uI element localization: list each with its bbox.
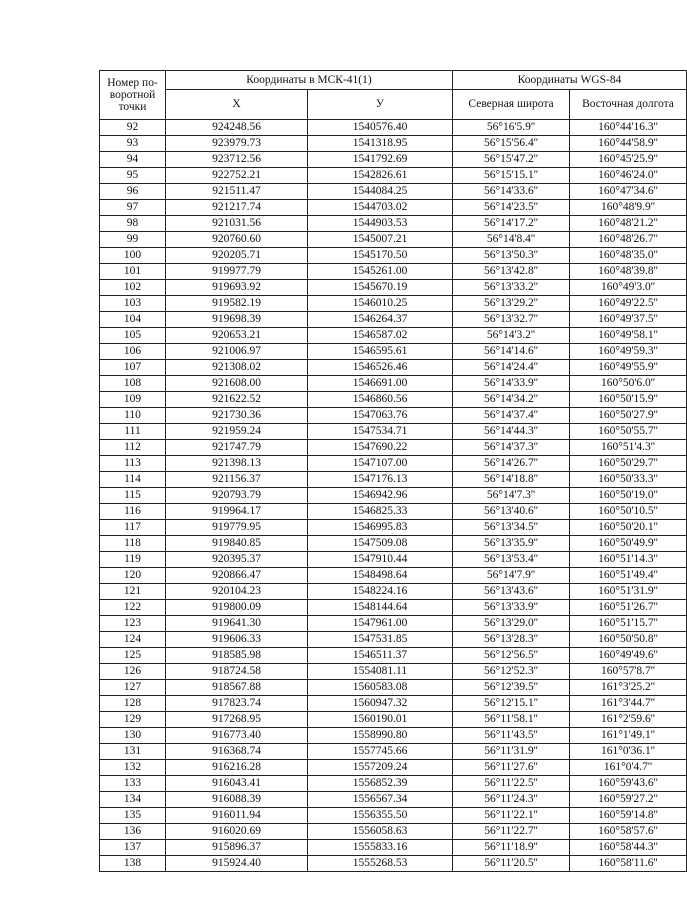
table-row [100, 440, 687, 456]
point-number-cell: 117 [100, 520, 166, 536]
table-row [100, 552, 687, 568]
latitude-cell: 56°11'43.5'' [453, 728, 570, 744]
table-row [100, 472, 687, 488]
longitude-cell: 160°49'37.5'' [570, 312, 687, 328]
y-cell: 1546691.00 [308, 376, 453, 392]
table-row [100, 680, 687, 696]
latitude-cell: 56°13'28.3'' [453, 632, 570, 648]
latitude-cell: 56°13'53.4'' [453, 552, 570, 568]
x-cell: 918724.58 [166, 664, 308, 680]
table-row [100, 152, 687, 168]
x-cell: 919977.79 [166, 264, 308, 280]
x-cell: 923712.56 [166, 152, 308, 168]
latitude-cell: 56°13'35.9'' [453, 536, 570, 552]
y-cell: 1547063.76 [308, 408, 453, 424]
point-number-cell: 98 [100, 216, 166, 232]
y-cell: 1546825.33 [308, 504, 453, 520]
point-number-cell: 111 [100, 424, 166, 440]
y-cell: 1560190.01 [308, 712, 453, 728]
longitude-cell: 160°57'8.7'' [570, 664, 687, 680]
y-cell: 1544084.25 [308, 184, 453, 200]
latitude-cell: 56°15'47.2'' [453, 152, 570, 168]
table-row [100, 312, 687, 328]
latitude-cell: 56°13'40.6'' [453, 504, 570, 520]
longitude-cell: 160°50'50.8'' [570, 632, 687, 648]
x-cell: 919698.39 [166, 312, 308, 328]
longitude-cell: 160°44'16.3'' [570, 120, 687, 136]
table-row [100, 424, 687, 440]
x-cell: 921308.02 [166, 360, 308, 376]
table-body [100, 120, 687, 872]
x-cell: 916043.41 [166, 776, 308, 792]
longitude-cell: 161°1'49.1'' [570, 728, 687, 744]
header-east-longitude: Восточная долгота [570, 90, 687, 120]
table-row [100, 184, 687, 200]
latitude-cell: 56°13'29.2'' [453, 296, 570, 312]
y-cell: 1558990.80 [308, 728, 453, 744]
latitude-cell: 56°14'37.4'' [453, 408, 570, 424]
point-number-cell: 127 [100, 680, 166, 696]
y-cell: 1554081.11 [308, 664, 453, 680]
point-number-cell: 99 [100, 232, 166, 248]
point-number-cell: 126 [100, 664, 166, 680]
point-number-cell: 109 [100, 392, 166, 408]
point-number-cell: 116 [100, 504, 166, 520]
table-row [100, 520, 687, 536]
point-number-cell: 103 [100, 296, 166, 312]
y-cell: 1546010.25 [308, 296, 453, 312]
y-cell: 1547531.85 [308, 632, 453, 648]
point-number-cell: 121 [100, 584, 166, 600]
latitude-cell: 56°12'15.1'' [453, 696, 570, 712]
table-row [100, 120, 687, 136]
x-cell: 921622.52 [166, 392, 308, 408]
point-number-cell: 105 [100, 328, 166, 344]
point-number-cell: 108 [100, 376, 166, 392]
table-row [100, 296, 687, 312]
y-cell: 1546995.83 [308, 520, 453, 536]
header-x: X [166, 90, 308, 120]
longitude-cell: 160°51'14.3'' [570, 552, 687, 568]
latitude-cell: 56°14'7.3'' [453, 488, 570, 504]
y-cell: 1548224.16 [308, 584, 453, 600]
x-cell: 920760.60 [166, 232, 308, 248]
y-cell: 1557745.66 [308, 744, 453, 760]
x-cell: 916216.28 [166, 760, 308, 776]
y-cell: 1546942.96 [308, 488, 453, 504]
latitude-cell: 56°11'22.5'' [453, 776, 570, 792]
point-number-cell: 129 [100, 712, 166, 728]
latitude-cell: 56°14'34.2'' [453, 392, 570, 408]
header-y: У [308, 90, 453, 120]
x-cell: 921730.36 [166, 408, 308, 424]
table-row [100, 344, 687, 360]
table-row [100, 232, 687, 248]
table-row [100, 504, 687, 520]
point-number-cell: 118 [100, 536, 166, 552]
latitude-cell: 56°13'50.3'' [453, 248, 570, 264]
longitude-cell: 160°49'49.6'' [570, 648, 687, 664]
longitude-cell: 160°50'15.9'' [570, 392, 687, 408]
table-row [100, 328, 687, 344]
longitude-cell: 160°44'58.9'' [570, 136, 687, 152]
y-cell: 1546511.37 [308, 648, 453, 664]
latitude-cell: 56°11'27.6'' [453, 760, 570, 776]
latitude-cell: 56°13'33.2'' [453, 280, 570, 296]
x-cell: 919964.17 [166, 504, 308, 520]
x-cell: 919840.85 [166, 536, 308, 552]
latitude-cell: 56°11'58.1'' [453, 712, 570, 728]
longitude-cell: 160°58'57.6'' [570, 824, 687, 840]
table-row [100, 616, 687, 632]
x-cell: 921006.97 [166, 344, 308, 360]
point-number-cell: 132 [100, 760, 166, 776]
point-number-cell: 107 [100, 360, 166, 376]
table-row [100, 360, 687, 376]
point-number-cell: 128 [100, 696, 166, 712]
y-cell: 1541318.95 [308, 136, 453, 152]
table-row [100, 792, 687, 808]
latitude-cell: 56°15'15.1'' [453, 168, 570, 184]
x-cell: 923979.73 [166, 136, 308, 152]
longitude-cell: 160°51'4.3'' [570, 440, 687, 456]
x-cell: 921031.56 [166, 216, 308, 232]
y-cell: 1547910.44 [308, 552, 453, 568]
y-cell: 1546587.02 [308, 328, 453, 344]
table-row [100, 696, 687, 712]
table-row [100, 248, 687, 264]
point-number-cell: 93 [100, 136, 166, 152]
x-cell: 919800.09 [166, 600, 308, 616]
x-cell: 921511.47 [166, 184, 308, 200]
y-cell: 1546264.37 [308, 312, 453, 328]
point-number-cell: 104 [100, 312, 166, 328]
longitude-cell: 160°46'24.0'' [570, 168, 687, 184]
y-cell: 1560583.08 [308, 680, 453, 696]
y-cell: 1548498.64 [308, 568, 453, 584]
y-cell: 1560947.32 [308, 696, 453, 712]
longitude-cell: 160°50'27.9'' [570, 408, 687, 424]
table-row [100, 136, 687, 152]
longitude-cell: 160°49'3.0'' [570, 280, 687, 296]
x-cell: 919606.33 [166, 632, 308, 648]
x-cell: 917823.74 [166, 696, 308, 712]
y-cell: 1555833.16 [308, 840, 453, 856]
x-cell: 919641.30 [166, 616, 308, 632]
y-cell: 1545261.00 [308, 264, 453, 280]
y-cell: 1546860.56 [308, 392, 453, 408]
latitude-cell: 56°13'42.8'' [453, 264, 570, 280]
table-row [100, 776, 687, 792]
latitude-cell: 56°13'33.9'' [453, 600, 570, 616]
x-cell: 917268.95 [166, 712, 308, 728]
point-number-cell: 92 [100, 120, 166, 136]
latitude-cell: 56°14'44.3'' [453, 424, 570, 440]
y-cell: 1547176.13 [308, 472, 453, 488]
latitude-cell: 56°12'39.5'' [453, 680, 570, 696]
x-cell: 918585.98 [166, 648, 308, 664]
table-row [100, 808, 687, 824]
table-row [100, 488, 687, 504]
y-cell: 1556355.50 [308, 808, 453, 824]
latitude-cell: 56°16'5.9'' [453, 120, 570, 136]
latitude-cell: 56°14'24.4'' [453, 360, 570, 376]
y-cell: 1556567.34 [308, 792, 453, 808]
point-number-cell: 100 [100, 248, 166, 264]
point-number-cell: 115 [100, 488, 166, 504]
longitude-cell: 160°48'39.8'' [570, 264, 687, 280]
x-cell: 915924.40 [166, 856, 308, 872]
latitude-cell: 56°11'22.7'' [453, 824, 570, 840]
table-row [100, 456, 687, 472]
longitude-cell: 160°48'9.9'' [570, 200, 687, 216]
latitude-cell: 56°14'23.5'' [453, 200, 570, 216]
point-number-cell: 135 [100, 808, 166, 824]
longitude-cell: 160°50'29.7'' [570, 456, 687, 472]
longitude-cell: 160°50'33.3'' [570, 472, 687, 488]
longitude-cell: 160°59'27.2'' [570, 792, 687, 808]
x-cell: 921156.37 [166, 472, 308, 488]
table-row [100, 536, 687, 552]
x-cell: 922752.21 [166, 168, 308, 184]
point-number-cell: 130 [100, 728, 166, 744]
y-cell: 1547961.00 [308, 616, 453, 632]
longitude-cell: 160°45'25.9'' [570, 152, 687, 168]
table-header [100, 71, 687, 120]
point-number-cell: 112 [100, 440, 166, 456]
table-row [100, 280, 687, 296]
y-cell: 1556058.63 [308, 824, 453, 840]
point-number-cell: 122 [100, 600, 166, 616]
point-number-cell: 125 [100, 648, 166, 664]
table-row [100, 584, 687, 600]
point-number-cell: 136 [100, 824, 166, 840]
x-cell: 921217.74 [166, 200, 308, 216]
latitude-cell: 56°12'56.5'' [453, 648, 570, 664]
table-row [100, 392, 687, 408]
y-cell: 1546595.61 [308, 344, 453, 360]
point-number-cell: 110 [100, 408, 166, 424]
latitude-cell: 56°11'22.1'' [453, 808, 570, 824]
longitude-cell: 160°48'26.7'' [570, 232, 687, 248]
x-cell: 915896.37 [166, 840, 308, 856]
x-cell: 919582.19 [166, 296, 308, 312]
x-cell: 918567.88 [166, 680, 308, 696]
latitude-cell: 56°13'29.0'' [453, 616, 570, 632]
longitude-cell: 160°59'43.6'' [570, 776, 687, 792]
x-cell: 920205.71 [166, 248, 308, 264]
longitude-cell: 161°3'25.2'' [570, 680, 687, 696]
table-row [100, 856, 687, 872]
y-cell: 1545170.50 [308, 248, 453, 264]
latitude-cell: 56°13'32.7'' [453, 312, 570, 328]
point-number-cell: 131 [100, 744, 166, 760]
latitude-cell: 56°14'26.7'' [453, 456, 570, 472]
y-cell: 1557209.24 [308, 760, 453, 776]
x-cell: 920866.47 [166, 568, 308, 584]
y-cell: 1547690.22 [308, 440, 453, 456]
longitude-cell: 161°0'4.7'' [570, 760, 687, 776]
latitude-cell: 56°14'17.2'' [453, 216, 570, 232]
y-cell: 1545007.21 [308, 232, 453, 248]
longitude-cell: 160°51'26.7'' [570, 600, 687, 616]
table-row [100, 664, 687, 680]
x-cell: 920793.79 [166, 488, 308, 504]
longitude-cell: 160°58'11.6'' [570, 856, 687, 872]
point-number-cell: 119 [100, 552, 166, 568]
point-number-cell: 133 [100, 776, 166, 792]
longitude-cell: 160°50'10.5'' [570, 504, 687, 520]
latitude-cell: 56°12'52.3'' [453, 664, 570, 680]
point-number-cell: 94 [100, 152, 166, 168]
table-row [100, 600, 687, 616]
longitude-cell: 160°50'20.1'' [570, 520, 687, 536]
table-row [100, 632, 687, 648]
point-number-cell: 120 [100, 568, 166, 584]
point-number-cell: 134 [100, 792, 166, 808]
table-row [100, 568, 687, 584]
y-cell: 1541792.69 [308, 152, 453, 168]
x-cell: 921747.79 [166, 440, 308, 456]
point-number-cell: 102 [100, 280, 166, 296]
longitude-cell: 161°0'36.1'' [570, 744, 687, 760]
point-number-cell: 124 [100, 632, 166, 648]
longitude-cell: 160°49'58.1'' [570, 328, 687, 344]
x-cell: 920395.37 [166, 552, 308, 568]
latitude-cell: 56°14'33.9'' [453, 376, 570, 392]
latitude-cell: 56°14'37.3'' [453, 440, 570, 456]
latitude-cell: 56°11'31.9'' [453, 744, 570, 760]
longitude-cell: 160°58'44.3'' [570, 840, 687, 856]
table-row [100, 744, 687, 760]
y-cell: 1542826.61 [308, 168, 453, 184]
latitude-cell: 56°14'3.2'' [453, 328, 570, 344]
longitude-cell: 160°48'21.2'' [570, 216, 687, 232]
latitude-cell: 56°13'34.5'' [453, 520, 570, 536]
table-row [100, 376, 687, 392]
point-number-cell: 95 [100, 168, 166, 184]
x-cell: 924248.56 [166, 120, 308, 136]
x-cell: 916773.40 [166, 728, 308, 744]
longitude-cell: 161°2'59.6'' [570, 712, 687, 728]
y-cell: 1544903.53 [308, 216, 453, 232]
header-wgs-group: Координаты WGS-84 [453, 71, 687, 90]
y-cell: 1544703.02 [308, 200, 453, 216]
table-row [100, 408, 687, 424]
table-row [100, 760, 687, 776]
longitude-cell: 160°51'49.4'' [570, 568, 687, 584]
x-cell: 921398.13 [166, 456, 308, 472]
latitude-cell: 56°15'56.4'' [453, 136, 570, 152]
point-number-cell: 138 [100, 856, 166, 872]
coordinates-table [99, 70, 687, 872]
latitude-cell: 56°13'43.6'' [453, 584, 570, 600]
y-cell: 1556852.39 [308, 776, 453, 792]
longitude-cell: 160°49'22.5'' [570, 296, 687, 312]
latitude-cell: 56°14'14.6'' [453, 344, 570, 360]
x-cell: 920653.21 [166, 328, 308, 344]
latitude-cell: 56°14'7.9'' [453, 568, 570, 584]
latitude-cell: 56°11'24.3'' [453, 792, 570, 808]
table-row [100, 216, 687, 232]
table-row [100, 168, 687, 184]
y-cell: 1545670.19 [308, 280, 453, 296]
y-cell: 1547509.08 [308, 536, 453, 552]
y-cell: 1540576.40 [308, 120, 453, 136]
latitude-cell: 56°14'18.8'' [453, 472, 570, 488]
x-cell: 916088.39 [166, 792, 308, 808]
x-cell: 916368.74 [166, 744, 308, 760]
point-number-cell: 97 [100, 200, 166, 216]
table-row [100, 728, 687, 744]
point-number-cell: 96 [100, 184, 166, 200]
y-cell: 1547107.00 [308, 456, 453, 472]
table-row [100, 648, 687, 664]
table-row [100, 200, 687, 216]
table-row [100, 712, 687, 728]
longitude-cell: 160°51'15.7'' [570, 616, 687, 632]
point-number-cell: 123 [100, 616, 166, 632]
point-number-cell: 101 [100, 264, 166, 280]
x-cell: 919779.95 [166, 520, 308, 536]
longitude-cell: 160°50'55.7'' [570, 424, 687, 440]
latitude-cell: 56°14'8.4'' [453, 232, 570, 248]
latitude-cell: 56°14'33.6'' [453, 184, 570, 200]
longitude-cell: 160°51'31.9'' [570, 584, 687, 600]
x-cell: 919693.92 [166, 280, 308, 296]
x-cell: 920104.23 [166, 584, 308, 600]
y-cell: 1555268.53 [308, 856, 453, 872]
x-cell: 916020.69 [166, 824, 308, 840]
y-cell: 1548144.64 [308, 600, 453, 616]
table-row [100, 264, 687, 280]
x-cell: 921608.00 [166, 376, 308, 392]
y-cell: 1546526.46 [308, 360, 453, 376]
x-cell: 921959.24 [166, 424, 308, 440]
header-north-latitude: Северная широта [453, 90, 570, 120]
header-msk-group: Координаты в МСК-41(1) [166, 71, 453, 90]
table-row [100, 824, 687, 840]
y-cell: 1547534.71 [308, 424, 453, 440]
point-number-cell: 137 [100, 840, 166, 856]
longitude-cell: 160°47'34.6'' [570, 184, 687, 200]
table-row [100, 840, 687, 856]
longitude-cell: 161°3'44.7'' [570, 696, 687, 712]
longitude-cell: 160°49'55.9'' [570, 360, 687, 376]
latitude-cell: 56°11'18.9'' [453, 840, 570, 856]
x-cell: 916011.94 [166, 808, 308, 824]
header-point-number: Номер по- воротной точки [100, 71, 166, 120]
longitude-cell: 160°50'49.9'' [570, 536, 687, 552]
longitude-cell: 160°50'19.0'' [570, 488, 687, 504]
point-number-cell: 113 [100, 456, 166, 472]
longitude-cell: 160°49'59.3'' [570, 344, 687, 360]
longitude-cell: 160°50'6.0'' [570, 376, 687, 392]
longitude-cell: 160°59'14.8'' [570, 808, 687, 824]
point-number-cell: 114 [100, 472, 166, 488]
longitude-cell: 160°48'35.0'' [570, 248, 687, 264]
point-number-cell: 106 [100, 344, 166, 360]
latitude-cell: 56°11'20.5'' [453, 856, 570, 872]
